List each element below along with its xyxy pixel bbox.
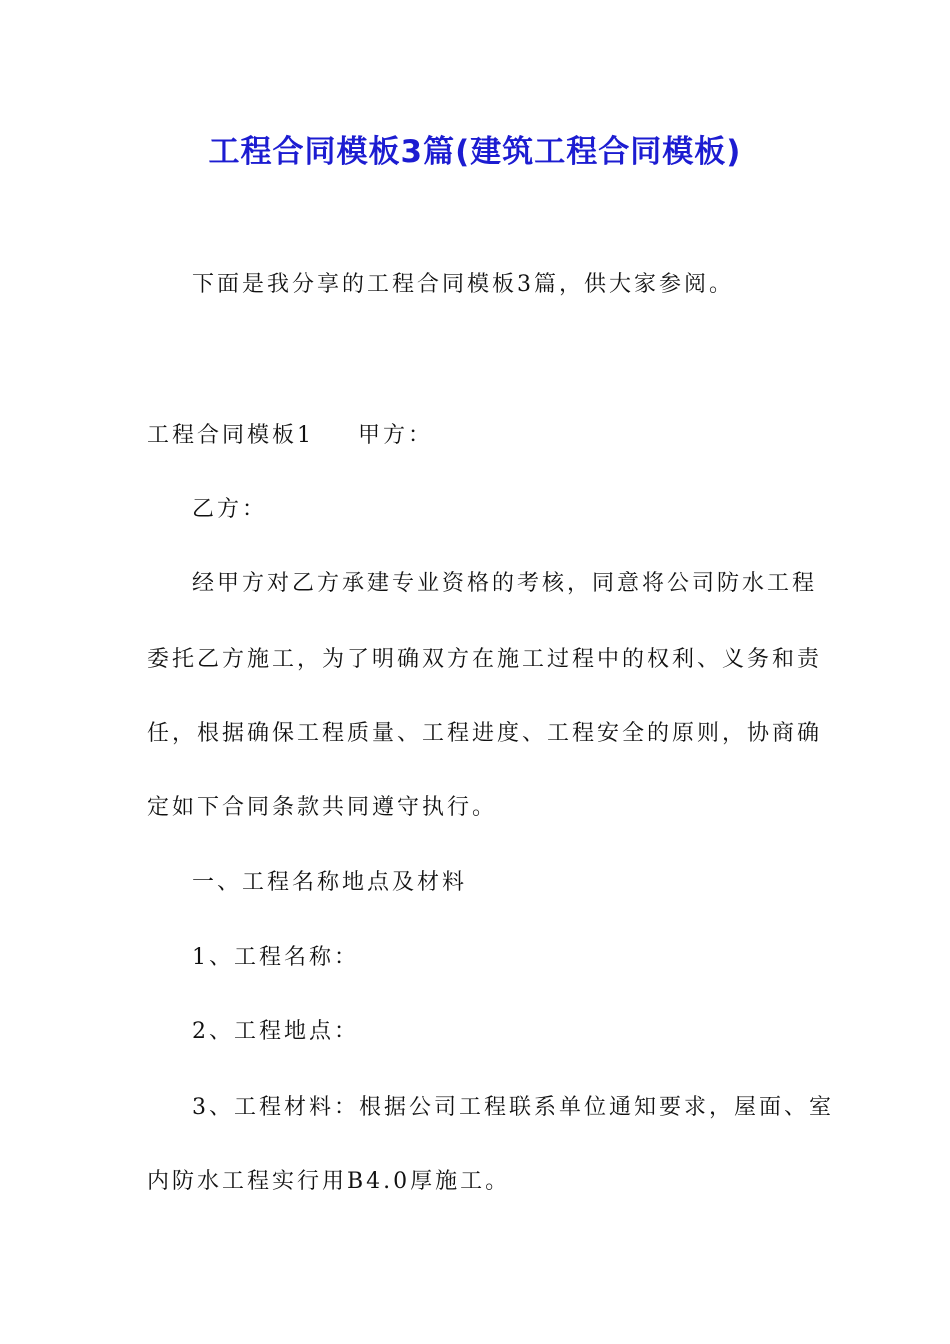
paragraph-line-3: 任，根据确保工程质量、工程进度、工程安全的原则，协商确 <box>147 721 823 746</box>
item-materials-line-2: 内防水工程实行用B4.0厚施工。 <box>147 1169 511 1194</box>
party-a-label: 甲方： <box>358 423 434 448</box>
party-b-label: 乙方： <box>192 497 268 522</box>
paragraph-line-2: 委托乙方施工，为了明确双方在施工过程中的权利、义务和责 <box>147 647 823 672</box>
item-project-location: 2、工程地点： <box>192 1019 359 1044</box>
paragraph-line-1: 经甲方对乙方承建专业资格的考核，同意将公司防水工程 <box>192 571 818 596</box>
document-title: 工程合同模板3篇(建筑工程合同模板) <box>208 134 742 170</box>
paragraph-line-4: 定如下合同条款共同遵守执行。 <box>147 795 498 820</box>
intro-line: 下面是我分享的工程合同模板3篇，供大家参阅。 <box>192 272 734 297</box>
section-heading-line <box>147 421 433 451</box>
clause-heading: 一、工程名称地点及材料 <box>192 870 468 895</box>
item-materials-line-1: 3、工程材料：根据公司工程联系单位通知要求，屋面、室 <box>192 1095 834 1120</box>
section-heading: 工程合同模板1 <box>147 423 314 448</box>
item-project-name: 1、工程名称： <box>192 945 359 970</box>
